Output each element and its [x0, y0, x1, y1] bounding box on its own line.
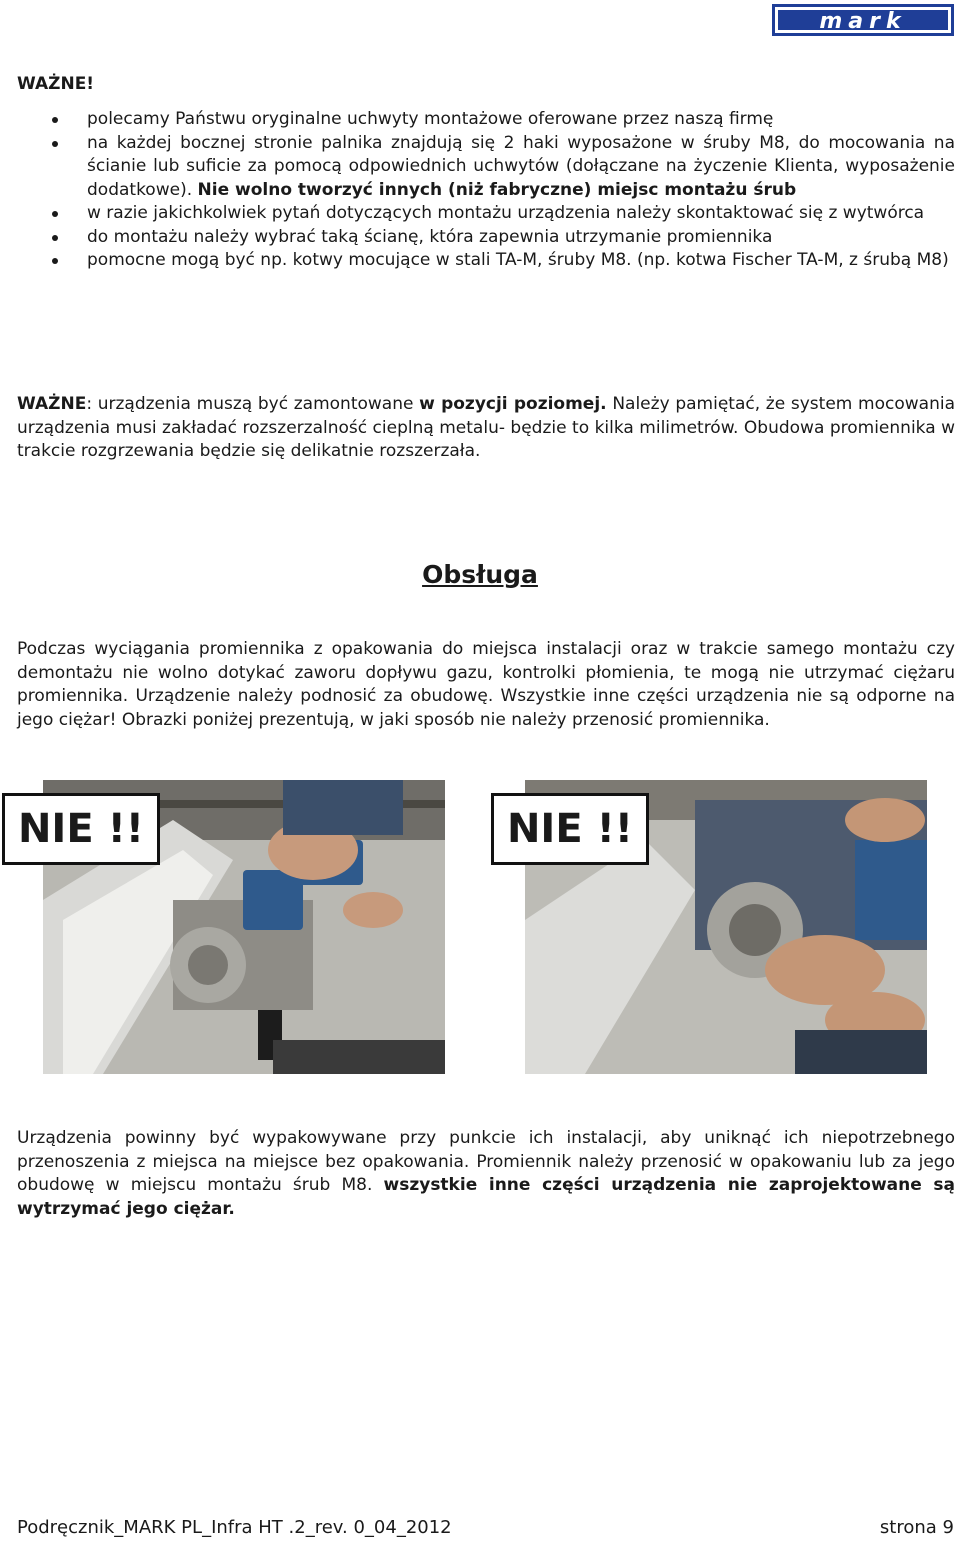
mark-logo-graphic	[772, 4, 954, 36]
warning-label-left: NIE !!	[2, 793, 160, 865]
bullet-text: polecamy Państwu oryginalne uchwyty montażowe oferowane przez naszą firmę	[87, 109, 774, 129]
bullet-text: do montażu należy wybrać taką ścianę, która zapewnia utrzymanie promiennika	[87, 226, 773, 247]
footer-document-name: Podręcznik_MARK PL_Infra HT .2_rev. 0_04_2012	[17, 1517, 452, 1538]
bullet-icon	[52, 117, 58, 123]
mark-logo-text: mark	[819, 9, 907, 34]
list-item	[17, 108, 955, 132]
warning-label-right: NIE !!	[491, 793, 649, 865]
list-item	[17, 202, 955, 226]
bullet-icon	[52, 235, 58, 241]
important-label: WAŻNE	[17, 394, 87, 414]
mark-logo	[772, 4, 954, 36]
list-item	[17, 249, 955, 273]
transport-paragraph	[17, 1127, 955, 1221]
bullet-icon	[52, 258, 58, 264]
bullet-bold-text: Nie wolno tworzyć innych (niż fabryczne) miejsc montażu śrub	[197, 179, 797, 200]
section-title: Obsługa	[422, 560, 538, 589]
bullet-text: na każdej bocznej stronie palnika znajdują się 2 haki wyposażone w śruby M8, do mocowania na ścianie lub suficie za pomocą odpowiednich uchwytów (dołączane na życzenie Klienta, wyposażenie dodatkowe).	[87, 132, 955, 200]
bullet-text: w razie jakichkolwiek pytań dotyczących montażu urządzenia należy skontaktować się z wytwórca	[87, 203, 925, 223]
paragraph-text: : urządzenia muszą być zamontowane	[86, 394, 420, 414]
paragraph-text: Należy pamiętać, że system mocowania urządzenia musi zakładać rozszerzalność cieplną metalu- będzie to kilka milimetrów. Obudowa promiennika w trakcie rozgrzewania będzie się delikatnie rozszerzała.	[17, 394, 955, 461]
important-heading: WAŻNE!	[17, 74, 95, 94]
footer-page-number: strona 9	[879, 1517, 954, 1538]
list-item	[17, 226, 955, 250]
operation-paragraph: Podczas wyciągania promiennika z opakowania do miejsca instalacji oraz w trakcie samego montażu czy demontażu nie wolno dotykać zaworu dopływu gazu, kontrolki płomienia, te mogą nie utrzymać ciężaru promiennika. Urządzenie należy podnosić za obudowę. Wszystkie inne części urządzenia nie są odporne na jego ciężar! Obrazki poniżej prezentują, w jaki sposób nie należy przenosić promiennika.	[17, 639, 955, 730]
paragraph-bold-text: w pozycji poziomej.	[419, 394, 607, 414]
bullet-list	[17, 108, 955, 273]
paragraph-text: Urządzenia powinny być wypakowywane przy punkcie ich instalacji, aby uniknąć ich niepotrzebnego przenoszenia z miejsca na miejsce bez opakowania. Promiennik należy przenosić w opakowaniu lub za jego obudowę w miejscu montażu śrub M8.	[17, 1128, 955, 1195]
bullet-icon	[52, 141, 58, 147]
paragraph-bold-text: wszystkie inne części urządzenia nie zaprojektowane są wytrzymać jego ciężar.	[17, 1175, 955, 1219]
important-paragraph	[17, 393, 955, 464]
bullet-icon	[52, 211, 58, 217]
bullet-text: pomocne mogą być np. kotwy mocujące w stali TA-M, śruby M8. (np. kotwa Fischer TA-M, z śrubą M8)	[87, 250, 949, 270]
list-item	[17, 132, 955, 203]
